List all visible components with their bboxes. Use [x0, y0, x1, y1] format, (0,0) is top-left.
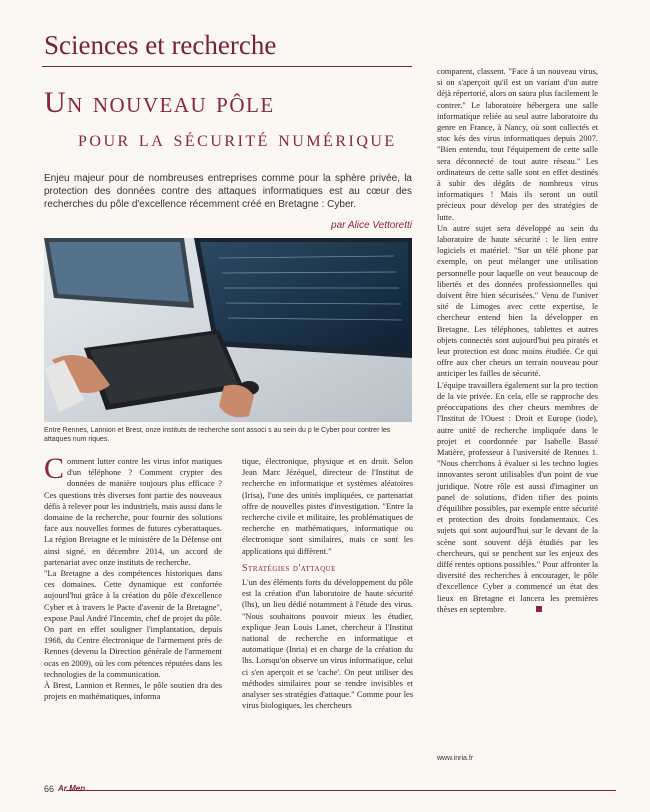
paragraph: L'un des éléments forts du développement du pôle est la création d'un laboratoire de haute sécurité (lhs), un lieu dédié notamment à l'étude des virus. "Nous souhaitons pouvoir mieux les étudier, explique Jean Louis Lanet, chercheur à l'Institut national de recherche en informatique et automatique (Inria) et en charge de la création du lhs. Lorsqu'on observe un virus informatique, celui ci s'en aperçoit et se 'cache'. On peut utiliser des méthodes similaires pour se rendre invisibles et analyser ses stratégies d'attaque." Comme pour les virus biologiques, les chercheurs [242, 578, 413, 711]
paragraph: À Brest, Lannion et Rennes, le pôle soutien dra des projets en mathématiques, informa [44, 681, 222, 702]
drop-cap: C [44, 452, 65, 485]
article-photo [44, 238, 412, 422]
column-3 [437, 66, 598, 615]
paragraph: "La Bretagne a des compétences historiques dans ces domaines. Cette dynamique est confortée aujourd'hui grâce à la création du pôle d'excellence Cyber et à travers le Pacte d'avenir de la Bretagne", expose Paul André l'Incemin, chef de projet du pôle. On part en effet souligner l'implantation, depuis 1968, du Centre électronique de l'armement près de Rennes (devenu la Direction générale de l'armement ocas en 2009), où les com pétences réputées dans les technologies de la communication. [44, 569, 222, 679]
section-header: Sciences et recherche [44, 30, 277, 60]
website-link[interactable]: www.inria.fr [437, 755, 474, 762]
page-number: 66 [44, 784, 55, 794]
photo-caption: Entre Rennes, Lannion et Brest, onze instituts de recherche sont associ s au sein du p le Cyber pour contrer les attaques num riques. [44, 427, 391, 443]
article-lead: Enjeu majeur pour de nombreuses entreprises comme pour la sphère privée, la protection des données contre des attaques informatiques est au cœur des recherches du pôle d'excellence récemment créé en Bretagne : Cyber. [44, 173, 412, 210]
subheading: Stratégies d'attaque [242, 562, 336, 574]
paragraph [437, 380, 598, 615]
paragraph: comparent, classent. "Face à un nouveau virus, si on s'aperçoit qu'il est un variant d'un autre déjà répertorié, alors on saura plus facilement le contrer." Le laboratoire hébergera une salle informatique reliée au seul autre laboratoire du genre en France, à Nancy, où sont collectés et stoc kés des virus informatiques depuis 2007. "Bien entendu, tout l'équipement de cette salle sera déconnecté de tout autre réseau." Les ordinateurs de cette salle sont en effet destinés à subir des dégâts de nombreux virus informatiques ! Mais ils seront un outil précieux pour dévelop per des stratégies de lutte. [437, 67, 598, 222]
paragraph: Un autre sujet sera développé au sein du laboratoire de haute sécurité : le lien entre logiciels et matériel. "Sur un télé phone par exemple, on peut mélanger une utilisation personnelle pour laquelle on veut beaucoup de libertés et des données professionnelles qui doivent être bien sécurisées." Venu de l'univer sité de Limoges avec cette expertise, le chercheur entend bien la développer en Bretagne. Les téléphones, tablettes et autres objets connectés sont aujourd'hui peu piratés et leur protection est donc moins étudiée. Ce qui offre aux cher cheurs un terrain nouveau pour anticiper les failles de sécurité. [437, 223, 598, 379]
article-subtitle: pour la sécurité numérique [78, 126, 397, 151]
footer-rule [66, 790, 616, 791]
article-title: Un nouveau pôle [44, 86, 275, 119]
header-rule [42, 66, 412, 67]
paragraph: tique, électronique, physique et en droit. Selon Jean Marc Jézéquel, directeur de l'Institut de recherche en informatique et systèmes aléatoires (Irisa), l'une des unités impliquées, ce partenariat offre de nouvelles pistes d'investigation. "Entre la recherche civile et militaire, les problématiques de recherche en mathématiques, informatique ou électronique sont similaires, mais ce sont les applications qui diffèrent." [242, 457, 413, 556]
end-mark-icon [536, 606, 542, 612]
magazine-name: Ar Men [58, 784, 86, 793]
byline: par Alice Vettoretti [331, 220, 412, 231]
column-2 [242, 456, 413, 711]
photo-illustration [44, 238, 412, 422]
paragraph-text: L'équipe travaillera également sur la pro tection de la vie privée. En cela, elle se rapproche des préoccupations des cher cheurs membres de l'Institut de l'Ouest : Droit et Europe (iode), autre unité de recherche impliquée dans le projet et coordonnée par Isabelle Bassé Matière, professeur à l'université de Rennes 1. "Nous cherchons à évaluer si les techno logies innovantes seront utilisables d'un point de vue juridique. Notre rôle est aussi d'imaginer un panel de solutions, d'iden tifier des points d'équilibre possibles, par exemple entre sécurité et protection des droits fondamentaux. Ces sujets qui sont aujourd'hui sur le devant de la scène sont souvent déjà étudiés par les chercheurs, qui se penchent sur les enjeux des diffé rentes options possibles." Pour affronter la diversité des recherches à encourager, le pôle d'excellence Cyber a commencé un état des lieux en Bretagne et lancera les premières thèses en septembre. [437, 380, 598, 614]
column-1 [44, 452, 222, 702]
paragraph: omment lutter contre les virus infor matiques d'un téléphone ? Comment crypter des données de manière toujours plus efficace ? Ces questions très diverses font partie des nouveaux défis à relever pour les industriels, mais aussi dans le domaine de la recherche, pour fournir des solutions face aux nouvelles formes de futures cyberattaques. La région Bretagne et le ministère de la Défense ont ainsi signé, en décembre 2014, un accord de partenariat avec onze instituts de recherche. [44, 457, 222, 567]
